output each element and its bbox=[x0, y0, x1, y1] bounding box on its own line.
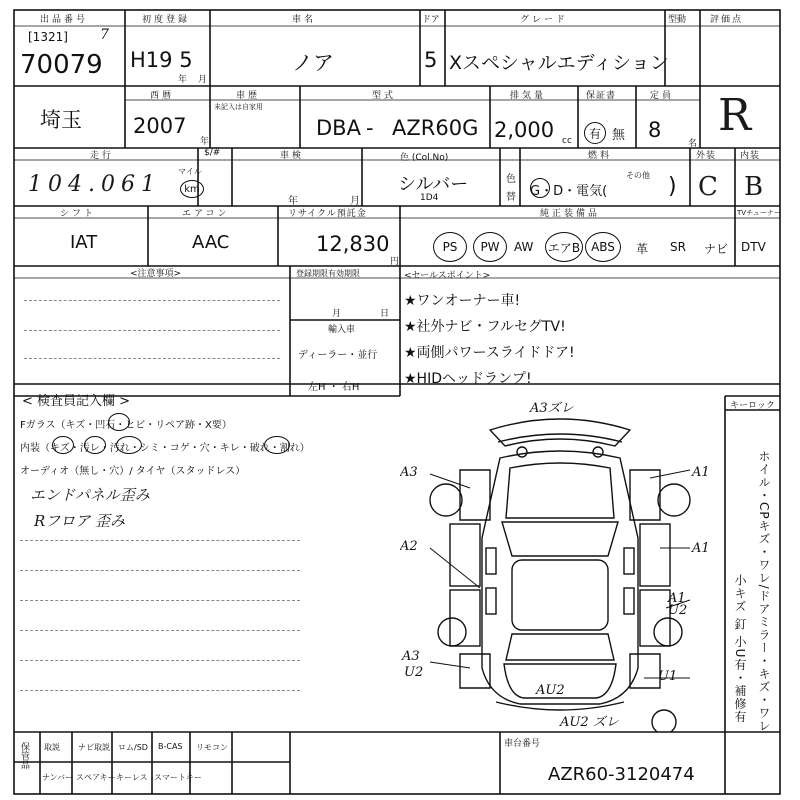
equipment-label: 純正装備品 bbox=[540, 209, 601, 219]
inspection-line-e bbox=[20, 660, 300, 661]
sales-point-2: ★社外ナビ・フルセグTV! bbox=[404, 319, 566, 335]
sales-point-label: <セールスポイント> bbox=[404, 271, 491, 281]
history-note: 未記入は自家用 bbox=[214, 103, 263, 111]
warranty-yes-circled: 有 bbox=[584, 122, 606, 144]
inspector-note-1: エンドパネル歪み bbox=[30, 486, 150, 504]
diagram-mark-right-rear: U1 bbox=[658, 669, 678, 684]
stored-keyless: キーレス bbox=[116, 773, 148, 782]
recycle-value: 12,830 bbox=[316, 232, 390, 256]
ac-value: AAC bbox=[192, 232, 230, 253]
doors-value: 5 bbox=[424, 48, 438, 72]
windshield-chip-circle bbox=[108, 413, 130, 431]
stored-smart-key: スマートキー bbox=[154, 773, 202, 782]
stored-navi-manual: ナビ取説 bbox=[78, 743, 110, 752]
exterior-grade: C bbox=[698, 172, 718, 202]
model-code: AZR60G bbox=[392, 116, 479, 140]
lot-small-code: [1321] bbox=[28, 30, 68, 44]
displacement-value: 2,000 bbox=[494, 118, 555, 142]
car-diagram bbox=[400, 398, 730, 732]
diagram-mark-left-rear-u: U2 bbox=[404, 665, 424, 680]
western-year-unit: 年 bbox=[200, 137, 210, 147]
displacement-label: 排気量 bbox=[510, 91, 547, 101]
equipment-abs-circled: ABS bbox=[585, 232, 621, 262]
inspection-title: < 検査員記入欄 > bbox=[22, 394, 131, 409]
capacity-unit: 名 bbox=[688, 139, 698, 149]
inspection-line-d bbox=[20, 630, 300, 631]
wheel-mirror-note: ホイル・CPキズ・ワレ/ドアミラー・キズ・ワレ bbox=[757, 450, 771, 733]
type-label: 型動 bbox=[668, 15, 687, 25]
western-year: 2007 bbox=[133, 114, 187, 138]
stored-spare-key: スペアキー bbox=[76, 773, 116, 782]
diagram-mark-right-rear-door: A1 bbox=[668, 591, 686, 606]
first-registration-year-unit: 年 bbox=[178, 75, 188, 85]
stored-manual: 取説 bbox=[44, 743, 60, 752]
inspection-label: 車検 bbox=[280, 151, 305, 161]
lot-mark: 7 bbox=[100, 27, 109, 43]
diagram-mark-rear-bumper: AU2 ズレ bbox=[560, 715, 619, 730]
chassis-number-label: 車台番号 bbox=[504, 739, 541, 749]
western-year-label: 西暦 bbox=[150, 91, 175, 101]
ac-label: エアコン bbox=[182, 209, 230, 219]
caution-line-1 bbox=[24, 300, 280, 301]
equipment-ps-circled: PS bbox=[433, 232, 467, 262]
displacement-unit: cc bbox=[562, 136, 572, 146]
grade-label: グレード bbox=[520, 15, 569, 25]
car-name-label: 車名 bbox=[292, 15, 317, 25]
capacity-label: 定員 bbox=[650, 91, 675, 101]
sales-point-3: ★両側パワースライドドア! bbox=[404, 345, 575, 361]
interior-stain-circle bbox=[116, 436, 142, 454]
inspection-line-c bbox=[20, 600, 300, 601]
caution-line-3 bbox=[24, 358, 280, 359]
grade-value: Xスペシャルエディション bbox=[449, 52, 669, 74]
fuel-gas-circle bbox=[530, 178, 550, 198]
inspection-month-unit: 月 bbox=[350, 196, 360, 207]
equipment-airbag-circled: エアB bbox=[545, 232, 583, 262]
equipment-dtv: DTV bbox=[741, 240, 766, 254]
mileage-value: 104.061 bbox=[28, 172, 161, 197]
first-registration-month-unit: 月 bbox=[198, 75, 208, 85]
equipment-aw: AW bbox=[514, 240, 534, 254]
fuel-options: G・D・電気( bbox=[530, 184, 608, 199]
interior-grade: B bbox=[744, 172, 764, 202]
diagram-mark-left-door: A2 bbox=[400, 539, 418, 554]
color-label: 色 (Col.No) bbox=[400, 153, 449, 163]
diagram-mark-right-rear-u: U2 bbox=[668, 603, 688, 618]
diagram-mark-tailgate: AU2 bbox=[536, 683, 565, 698]
score-label: 評価点 bbox=[710, 15, 744, 25]
stored-rom-sd: ロム/SD bbox=[118, 743, 148, 752]
inspection-line-b bbox=[20, 570, 300, 571]
fuel-other-label: その他 bbox=[626, 171, 650, 180]
shift-label: シフト bbox=[60, 209, 97, 219]
inspection-line-interior: 内装（キズ・汚レ・汚れ・シミ・コゲ・穴・キレ・破れ・割れ） bbox=[20, 443, 310, 454]
recycle-label: リサイクル預託金 bbox=[288, 209, 367, 219]
diagram-mark-right-door: A1 bbox=[692, 541, 710, 556]
equipment-navi: ナビ bbox=[704, 242, 729, 256]
doors-label: ドア bbox=[422, 15, 440, 25]
caution-line-2 bbox=[24, 330, 280, 331]
dollar-label: $/# bbox=[204, 148, 221, 158]
history-label: 車歴 bbox=[236, 91, 261, 101]
warranty-no: 無 bbox=[612, 128, 626, 143]
inspection-year-unit: 年 bbox=[288, 196, 298, 207]
fuel-close-paren: ) bbox=[668, 174, 677, 199]
import-dealer-line: ディーラー・並行 bbox=[298, 350, 378, 361]
diagram-mark-front-left: A3 bbox=[400, 465, 418, 480]
inspector-note-2: Rフロア 歪み bbox=[34, 512, 126, 530]
color-change-top: 色 bbox=[506, 174, 516, 185]
stored-bcas: B-CAS bbox=[158, 742, 183, 751]
model-label: 型式 bbox=[372, 91, 397, 101]
sales-point-4: ★HIDヘッドランプ! bbox=[404, 371, 532, 387]
warranty-label: 保証書 bbox=[586, 91, 617, 101]
color-value: シルバー bbox=[398, 174, 469, 195]
stored-items-label: 保管品 bbox=[19, 742, 29, 769]
inspection-line-a bbox=[20, 540, 300, 541]
lot-number: 70079 bbox=[20, 50, 103, 80]
tv-tuner-label: TVチューナー bbox=[737, 209, 781, 217]
caution-label: <注意事項> bbox=[130, 269, 182, 279]
interior-label: 内装 bbox=[740, 151, 761, 161]
keylock-label: キーロック bbox=[730, 401, 775, 411]
mileage-unit-km-circled: km bbox=[180, 180, 204, 198]
stored-plate: ナンバー bbox=[42, 773, 74, 782]
car-name: ノア bbox=[292, 51, 334, 75]
equipment-sunroof: SR bbox=[670, 240, 686, 254]
score-value: R bbox=[718, 90, 752, 141]
color-change-bottom: 替 bbox=[506, 192, 516, 203]
region: 埼玉 bbox=[40, 108, 82, 132]
shift-value: IAT bbox=[70, 232, 98, 253]
import-drive-side: 左H ・ 右H bbox=[308, 382, 360, 393]
inspection-line-windshield: Fガラス（キズ・凹石・ヒビ・リペア跡・X要） bbox=[20, 420, 232, 431]
model-dash: - bbox=[366, 116, 374, 140]
registration-month-unit: 月 bbox=[332, 309, 342, 319]
equipment-pw-circled: PW bbox=[473, 232, 507, 262]
mileage-unit-mile: マイル bbox=[178, 167, 202, 176]
exterior-label: 外装 bbox=[696, 151, 717, 161]
capacity-value: 8 bbox=[648, 118, 662, 142]
sales-point-1: ★ワンオーナー車! bbox=[404, 293, 521, 309]
interior-dirt-circle bbox=[84, 436, 106, 454]
recycle-unit: 円 bbox=[390, 257, 400, 267]
equipment-leather: 革 bbox=[636, 242, 649, 256]
inspection-line-audio-tire: オーディオ（無し・穴）/ タイヤ（スタッドレス） bbox=[20, 466, 246, 477]
diagram-mark-front-right: A1 bbox=[692, 465, 710, 480]
diagram-mark-front: A3ズレ bbox=[530, 401, 574, 416]
fuel-label: 燃料 bbox=[588, 151, 613, 161]
mileage-label: 走行 bbox=[90, 151, 115, 161]
model-prefix: DBA bbox=[316, 116, 361, 140]
chassis-number: AZR60-3120474 bbox=[548, 764, 695, 785]
color-number: 1D4 bbox=[420, 193, 439, 203]
interior-scratch-circle bbox=[52, 436, 74, 454]
registration-deadline-label: 登録期限有効期限 bbox=[296, 269, 360, 278]
damage-legend-note: 小キズ 釘 小U有・補修有 bbox=[733, 574, 747, 724]
import-label: 輸入車 bbox=[328, 325, 356, 335]
inspection-line-f bbox=[20, 690, 300, 691]
lot-number-label: 出品番号 bbox=[40, 15, 89, 25]
first-registration-value: H19 5 bbox=[130, 48, 193, 72]
first-registration-label: 初度登録 bbox=[142, 15, 191, 25]
diagram-mark-left-rear: A3 bbox=[402, 649, 420, 664]
interior-cut-circle bbox=[264, 436, 290, 454]
registration-day-unit: 日 bbox=[380, 309, 390, 319]
stored-remote: リモコン bbox=[196, 743, 228, 752]
